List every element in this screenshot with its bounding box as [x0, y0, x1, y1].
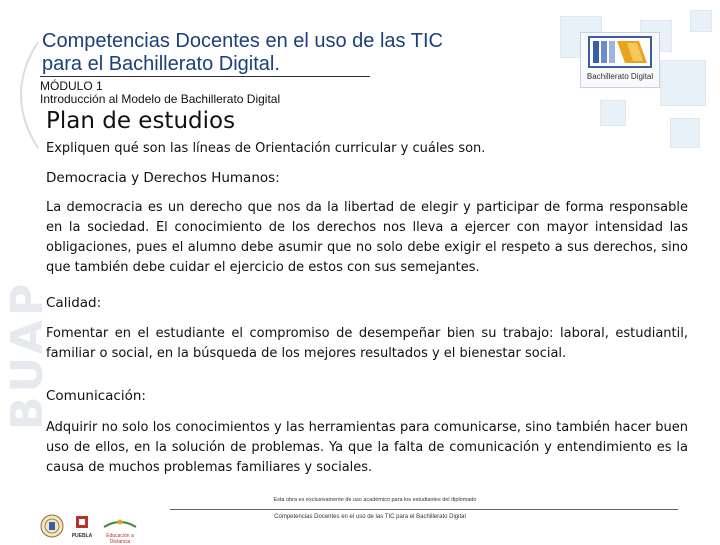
distancia-logo-label: Educación a Distancia	[106, 533, 134, 545]
section-heading-comunicacion: Comunicación:	[46, 388, 146, 404]
decor-arc	[0, 40, 40, 150]
distancia-emblem-icon	[100, 517, 140, 529]
decor-square	[690, 10, 712, 32]
module-name: Introducción al Modelo de Bachillerato Digital	[40, 92, 281, 106]
logo-graphic-icon	[581, 33, 659, 71]
page-title: Plan de estudios	[46, 108, 236, 134]
section-heading-calidad: Calidad:	[46, 295, 102, 311]
header-title	[42, 30, 443, 76]
decor-square	[670, 118, 700, 148]
puebla-logo-label: PUEBLA	[71, 533, 93, 539]
header-title-line1: Competencias Docentes en el uso de las TIC	[42, 30, 443, 52]
module-number: MÓDULO 1	[40, 79, 103, 93]
footer-note: Esta obra es exclusivamente de uso académico para los estudiantes del diplomado	[273, 497, 477, 503]
section-heading-democracia: Democracia y Derechos Humanos:	[46, 170, 280, 186]
puebla-emblem-icon	[68, 515, 96, 529]
watermark: BUAP	[2, 279, 53, 430]
footer-rule	[170, 509, 678, 510]
module-info	[40, 80, 280, 106]
buap-seal-icon	[40, 514, 64, 538]
logo-caption: Bachillerato Digital	[586, 72, 654, 81]
footer-course-name: Competencias Docentes en el uso de las TIC para el Bachillerato Digital	[274, 514, 466, 520]
section-body-comunicacion: Adquirir no solo los conocimientos y las herramientas para comunicarse, sino también hacer buen uso de ellos, en la solución de problemas. Ya que la falta de comunicación y entendimiento es la causa de muchos problemas familiares y sociales.	[46, 420, 688, 475]
decor-square	[660, 60, 706, 106]
decor-square	[600, 100, 626, 126]
subtitle: Expliquen qué son las líneas de Orientación curricular y cuáles son.	[46, 141, 486, 156]
puebla-logo	[68, 514, 96, 538]
header-rule	[40, 76, 370, 77]
section-body-calidad: Fomentar en el estudiante el compromiso de desempeñar bien su trabajo: laboral, estudiantil, familiar o social, en la búsqueda de los mejores resultados y el bienestar social.	[46, 326, 688, 361]
section-body-democracia: La democracia es un derecho que nos da la libertad de elegir y participar de forma responsable en la sociedad. El conocimiento de los derechos nos lleva a ejercer con mayor intensidad las obligaciones, pues el alumno debe asumir que no solo debe exigir el respeto a sus derechos, sino que también debe cuidar el ejercicio de estos con sus semejantes.	[46, 200, 688, 275]
distancia-logo	[100, 514, 140, 545]
header-title-line2: para el Bachillerato Digital.	[42, 53, 280, 75]
